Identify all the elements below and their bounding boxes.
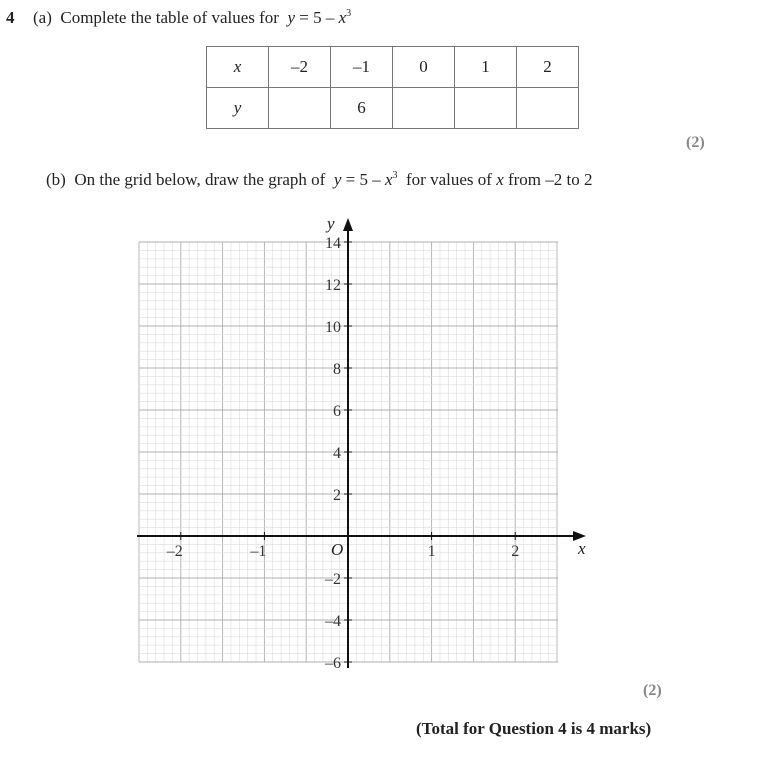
y-tick-label: 2 [333,487,341,504]
part-a-eq-x: x [338,8,347,27]
part-a-eq-y: y [287,8,295,27]
part-b-text-after: for values of [406,170,492,189]
part-b-eq-x: x [384,170,393,189]
part-a-label: (a) [33,8,52,27]
y-tick-label: 14 [325,235,341,252]
question-number: 4 [6,8,15,27]
table-header-y: y [207,88,269,129]
y-tick-label: 6 [333,403,341,420]
part-b-marks: (2) [643,682,662,699]
y-tick-label: 12 [325,277,341,294]
x-axis-label: x [578,539,586,558]
part-b-eq-y: y [333,170,342,189]
part-b-eq-rhs: = 5 – [345,170,385,189]
x-tick-label: –2 [166,543,183,560]
part-b-eq-exp: 3 [392,170,398,181]
table-cell-x: 1 [455,47,517,88]
table-cell-x: –2 [269,47,331,88]
part-b-text-range: from –2 to 2 [507,170,593,189]
y-tick-label: –6 [325,655,341,672]
part-b-text: On the grid below, draw the graph of [74,170,326,189]
y-tick-label: –4 [325,613,341,630]
y-tick-label: 8 [333,361,341,378]
part-a-eq-exp: 3 [346,8,352,19]
part-b-label: (b) [46,170,66,189]
x-tick-label: 2 [511,543,520,560]
y-axis-arrow-icon [343,218,353,231]
origin-label: O [331,540,344,559]
part-a-eq-rhs: = 5 – [299,8,339,27]
table-cell-x: 2 [517,47,579,88]
x-tick-label: –1 [250,543,267,560]
y-tick-label: 10 [325,319,341,336]
part-a-marks: (2) [686,134,705,151]
y-tick-label: 4 [333,445,341,462]
question-total: (Total for Question 4 is 4 marks) [416,719,652,738]
part-a-text: Complete the table of values for [60,8,279,27]
table-header-x: x [207,47,269,88]
y-axis-label: y [327,214,335,233]
y-tick-label: –2 [325,571,341,588]
table-cell-x: 0 [393,47,455,88]
table-cell-x: –1 [331,47,393,88]
table-cell-y: 6 [331,88,393,129]
x-tick-label: 1 [427,543,436,560]
part-b-text-var: x [496,170,504,189]
